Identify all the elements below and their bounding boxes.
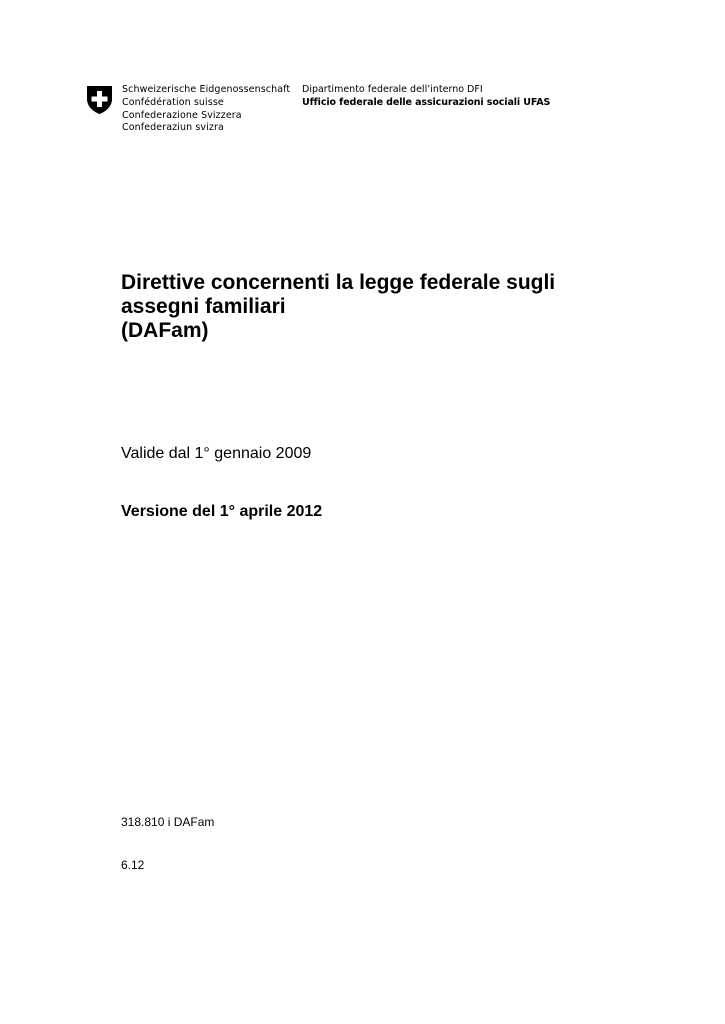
title-line-1: Direttive concernenti la legge federale sugli: [121, 271, 556, 294]
title-line-3: (DAFam): [121, 319, 209, 342]
department-name: Dipartimento federale dell’interno DFI: [302, 84, 483, 95]
letterhead: [86, 84, 550, 135]
conf-name-rm: Confederaziun svizra: [122, 122, 224, 134]
valid-from: Valide dal 1° gennaio 2009: [121, 445, 312, 462]
conf-name-fr: Confédération suisse: [122, 96, 224, 108]
version-date: Versione del 1° aprile 2012: [121, 503, 323, 520]
office-name: Ufficio federale delle assicurazioni sociali UFAS: [302, 96, 551, 108]
swiss-crest-icon: [86, 85, 113, 115]
document-title: [121, 271, 641, 343]
department-block: [302, 84, 550, 110]
confederation-names: [122, 84, 302, 135]
title-line-2: assegni familiari: [121, 295, 286, 318]
document-code: 318.810 i DAFam: [121, 815, 215, 829]
conf-name-de: Schweizerische Eidgenossenschaft: [122, 84, 291, 95]
edition-number: 6.12: [121, 858, 145, 872]
conf-name-it: Confederazione Svizzera: [122, 109, 242, 121]
